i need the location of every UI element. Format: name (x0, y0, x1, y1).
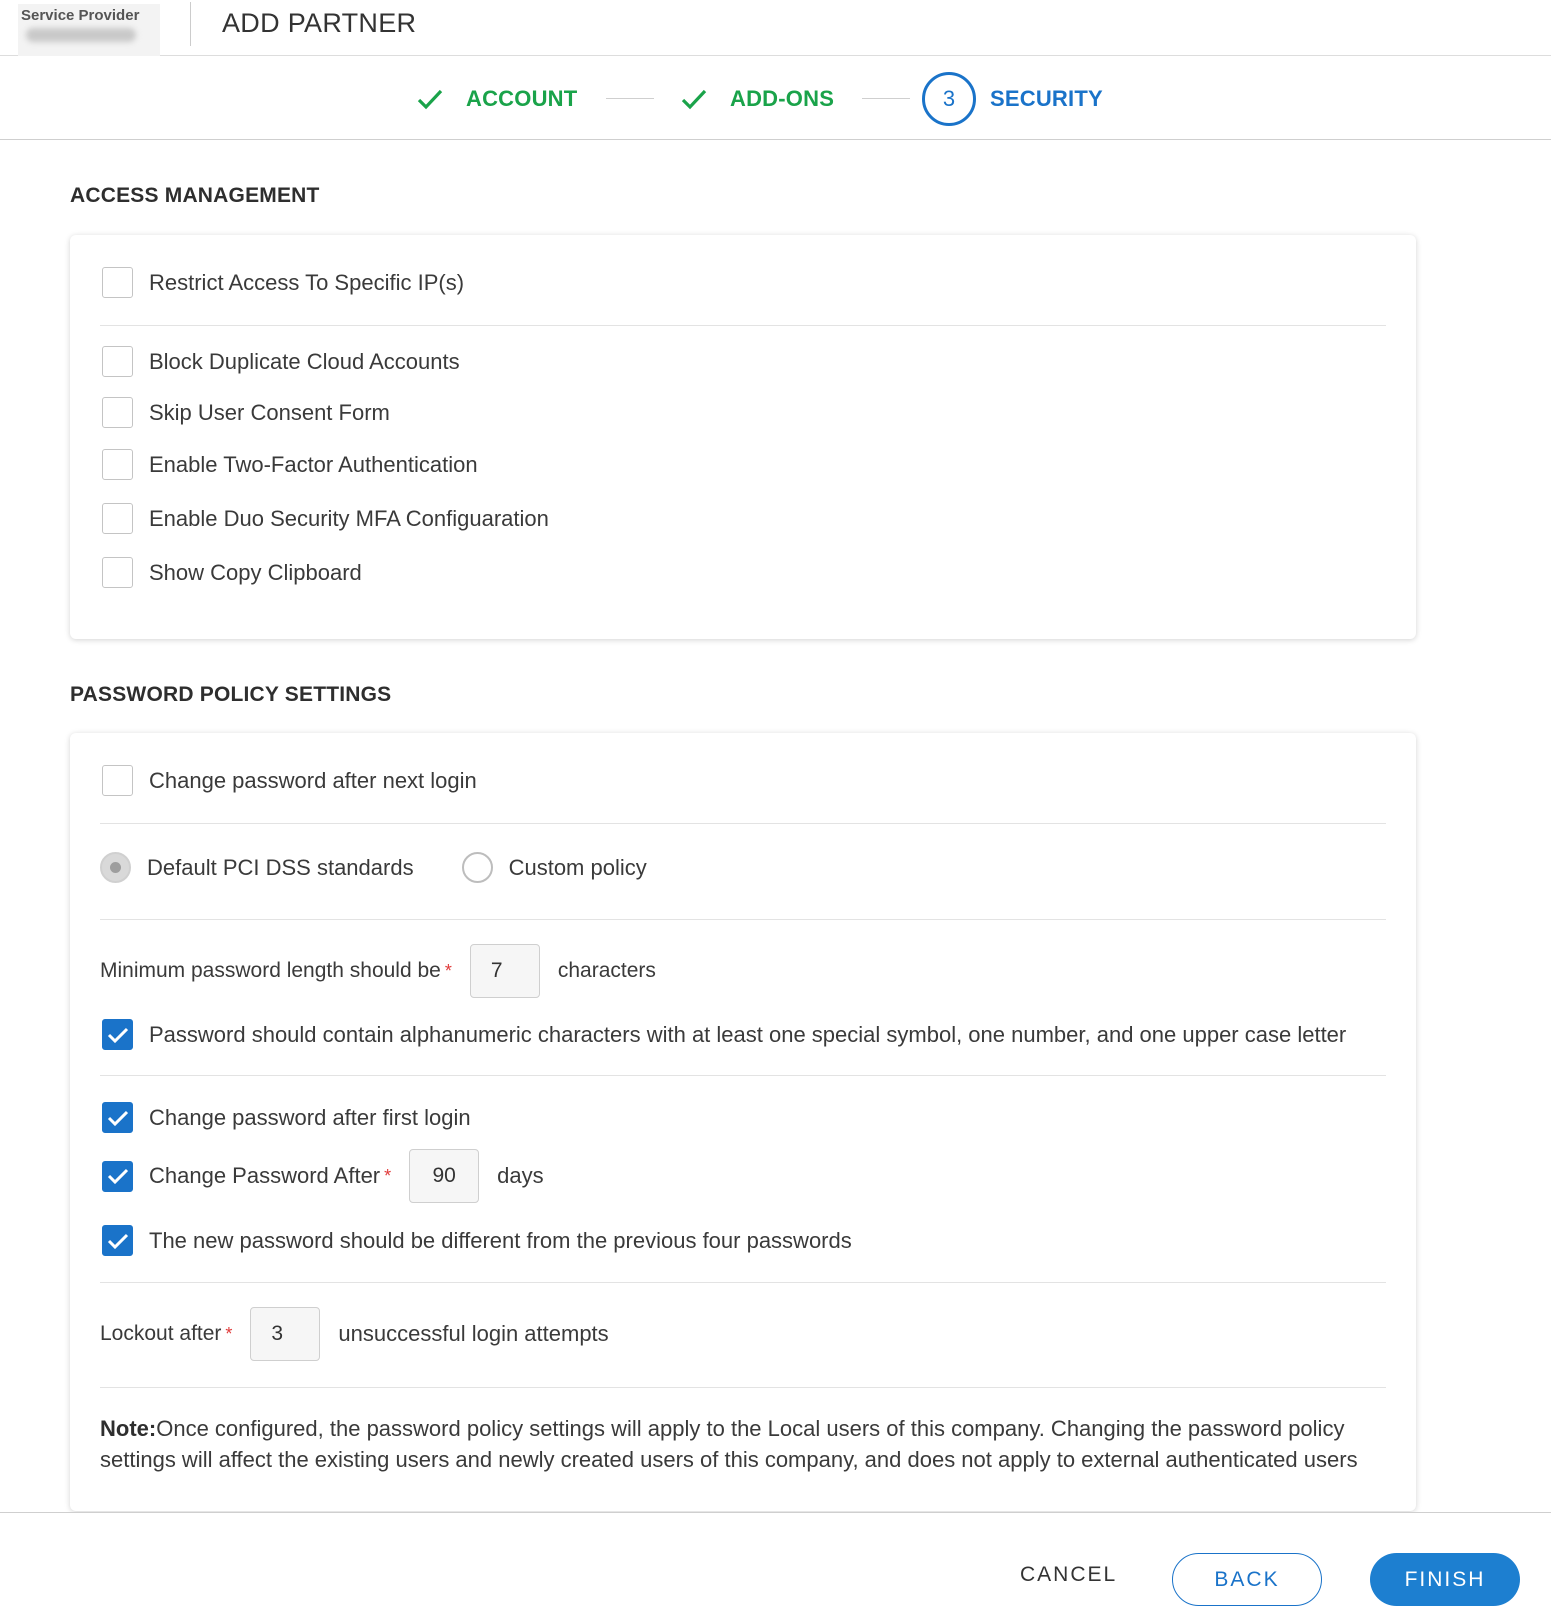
checkmark-icon (107, 1167, 129, 1185)
change-next-login-label: Change password after next login (149, 767, 477, 793)
change-after-days-row (102, 1149, 544, 1203)
duo-mfa-checkbox[interactable] (102, 503, 133, 534)
required-mark: * (225, 1323, 233, 1344)
footer-actions (0, 1512, 1551, 1615)
checkmark-icon (107, 1026, 129, 1044)
lockout-label: Lockout after (100, 1322, 222, 1345)
two-factor-option[interactable] (102, 449, 478, 480)
different-previous-checkbox[interactable] (102, 1225, 133, 1256)
default-pci-radio[interactable] (100, 852, 131, 883)
step-account-label: ACCOUNT (466, 85, 578, 111)
restrict-ip-option[interactable] (102, 267, 464, 298)
alphanumeric-checkbox[interactable] (102, 1019, 133, 1050)
checkmark-icon (107, 1232, 129, 1250)
copy-clipboard-option[interactable] (102, 557, 362, 588)
min-length-unit: characters (557, 959, 656, 982)
note-prefix: Note: (100, 1416, 157, 1441)
custom-policy-radio[interactable] (462, 852, 493, 883)
change-first-login-checkbox[interactable] (102, 1102, 133, 1133)
service-provider-name-blurred (26, 28, 136, 42)
step-account[interactable] (412, 57, 577, 140)
finish-button[interactable]: FINISH (1370, 1553, 1520, 1606)
step-security-label: SECURITY (990, 85, 1103, 111)
copy-clipboard-checkbox[interactable] (102, 557, 133, 588)
lockout-unit: unsuccessful login attempts (338, 1321, 609, 1346)
note-text: Once configured, the password policy settings will apply to the Local users of this company. Changing the password policy settings will affect the existing users and newly created users of this company, and does not apply to external authenticated users (100, 1416, 1358, 1472)
skip-consent-label: Skip User Consent Form (149, 399, 390, 425)
password-policy-card (70, 733, 1416, 1511)
check-icon (676, 81, 712, 117)
step-connector (862, 98, 910, 99)
back-button[interactable]: BACK (1172, 1553, 1322, 1606)
divider (100, 1075, 1386, 1076)
service-provider-block (18, 4, 160, 56)
block-duplicate-option[interactable] (102, 346, 460, 377)
service-provider-label: Service Provider (21, 7, 140, 24)
divider (100, 919, 1386, 920)
checkmark-icon (107, 1109, 129, 1127)
two-factor-checkbox[interactable] (102, 449, 133, 480)
divider (100, 325, 1386, 326)
access-management-card (70, 235, 1416, 639)
change-first-login-option[interactable] (102, 1102, 471, 1133)
restrict-ip-label: Restrict Access To Specific IP(s) (149, 269, 465, 295)
header-divider (190, 2, 191, 46)
different-previous-option[interactable] (102, 1225, 852, 1256)
copy-clipboard-label: Show Copy Clipboard (149, 559, 362, 585)
lockout-row (100, 1307, 609, 1361)
step-security[interactable] (922, 57, 1103, 140)
change-after-days-label: Change Password After (149, 1163, 381, 1188)
min-length-label: Minimum password length should be (100, 959, 441, 982)
default-pci-label: Default PCI DSS standards (147, 854, 414, 880)
policy-type-radio-group (100, 852, 647, 883)
duo-mfa-option[interactable] (102, 503, 549, 534)
divider (100, 1387, 1386, 1388)
wizard-stepper (0, 57, 1551, 140)
page-title: ADD PARTNER (222, 8, 417, 38)
policy-note (100, 1413, 1390, 1475)
restrict-ip-checkbox[interactable] (102, 267, 133, 298)
alphanumeric-label: Password should contain alphanumeric characters with at least one special symbol, one number, and one upper case letter (149, 1021, 1347, 1047)
skip-consent-option[interactable] (102, 397, 390, 428)
password-policy-title: PASSWORD POLICY SETTINGS (70, 683, 392, 706)
change-after-days-input[interactable] (409, 1149, 479, 1203)
step-add-ons-label: ADD-ONS (730, 85, 835, 111)
change-next-login-option[interactable] (102, 765, 477, 796)
alphanumeric-option[interactable] (102, 1019, 1346, 1050)
skip-consent-checkbox[interactable] (102, 397, 133, 428)
divider (100, 1282, 1386, 1283)
step-number-badge: 3 (922, 72, 976, 126)
step-connector (606, 98, 654, 99)
cancel-button[interactable]: CANCEL (1020, 1563, 1118, 1586)
two-factor-label: Enable Two-Factor Authentication (149, 451, 478, 477)
step-add-ons[interactable] (676, 57, 834, 140)
block-duplicate-label: Block Duplicate Cloud Accounts (149, 348, 460, 374)
required-mark: * (384, 1165, 392, 1186)
change-next-login-checkbox[interactable] (102, 765, 133, 796)
custom-policy-label: Custom policy (508, 854, 647, 880)
duo-mfa-label: Enable Duo Security MFA Configuaration (149, 505, 549, 531)
change-after-days-unit: days (497, 1163, 544, 1188)
min-length-row (100, 944, 656, 998)
lockout-input[interactable] (250, 1307, 320, 1361)
change-first-login-label: Change password after first login (149, 1104, 471, 1130)
required-mark: * (444, 960, 452, 981)
min-length-input[interactable] (470, 944, 540, 998)
block-duplicate-checkbox[interactable] (102, 346, 133, 377)
check-icon (412, 81, 448, 117)
divider (100, 823, 1386, 824)
different-previous-label: The new password should be different from the previous four passwords (149, 1227, 852, 1253)
access-management-title: ACCESS MANAGEMENT (70, 184, 320, 207)
change-after-days-checkbox[interactable] (102, 1161, 133, 1192)
top-header (0, 0, 1551, 56)
